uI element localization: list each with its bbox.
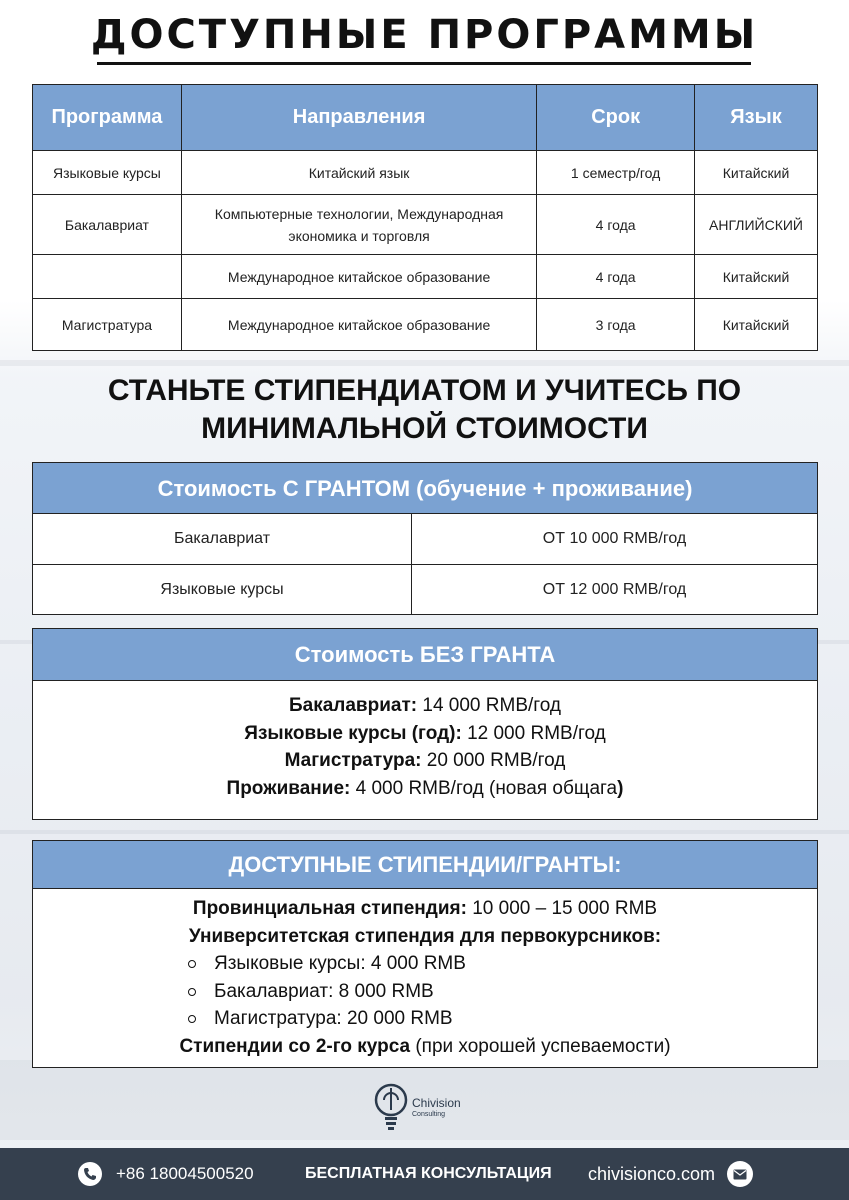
first-year-bullets (188, 950, 528, 1033)
logo-name: Chivision (412, 1096, 461, 1110)
table-row (33, 255, 818, 299)
scholar-heading (0, 372, 849, 448)
price-line (33, 747, 817, 775)
cell-program: Бакалавриат (33, 195, 182, 255)
free-consultation-link[interactable]: БЕСПЛАТНАЯ КОНСУЛЬТАЦИЯ (305, 1165, 552, 1182)
list-item: Языковые курсы: 4 000 RMB (188, 950, 528, 978)
scholarships-box (32, 840, 818, 1068)
footer-site[interactable] (588, 1148, 753, 1200)
table-row (33, 299, 818, 351)
programs-table (32, 84, 818, 351)
list-item: Магистратура: 20 000 RMB (188, 1005, 528, 1033)
scholarship-line (33, 895, 817, 923)
price-tail: ) (617, 777, 624, 799)
cell-direction: Компьютерные технологии, Международная экономика и торговля (181, 195, 536, 255)
price-label: Языковые курсы (год): (244, 722, 462, 744)
price-value: 14 000 RMB/год (417, 695, 562, 716)
without-grant-box (32, 628, 818, 820)
second-year-value: (при хорошей успеваемости) (410, 1035, 671, 1057)
scholar-heading-line1: СТАНЬТЕ СТИПЕНДИАТОМ И УЧИТЕСЬ ПО (107, 374, 742, 407)
chivision-logo (372, 1080, 482, 1136)
cell-duration: 3 года (537, 299, 695, 351)
price-line (33, 775, 817, 803)
page-title: ДОСТУПНЫЕ ПРОГРАММЫ (90, 12, 759, 58)
header-language: Язык (695, 85, 818, 151)
cell-language: Китайский (695, 255, 818, 299)
footer-phone[interactable] (78, 1148, 254, 1200)
cell-duration: 4 года (537, 255, 695, 299)
price-line (33, 692, 817, 720)
university-label: Университетская стипендия для первокурсников: (188, 925, 662, 947)
price-label: Проживание: (226, 777, 351, 799)
price-value: 4 000 RMB/год (новая общага (350, 777, 618, 799)
logo-bulb-icon (372, 1080, 410, 1136)
scholarship-line (33, 1033, 817, 1061)
table-row (33, 151, 818, 195)
provincial-label: Провинциальная стипендия: (192, 898, 467, 919)
footer-bar (0, 1148, 849, 1200)
cell-direction: Международное китайское образование (181, 255, 536, 299)
scholarships-title: ДОСТУПНЫЕ СТИПЕНДИИ/ГРАНТЫ: (33, 841, 817, 889)
cell-direction: Международное китайское образование (181, 299, 536, 351)
grant-price: ОТ 10 000 RMB/год (542, 530, 687, 547)
cell-language: Китайский (695, 151, 818, 195)
cell-duration: 4 года (537, 195, 695, 255)
cell-language: АНГЛИЙСКИЙ (695, 195, 818, 255)
provincial-value: 10 000 – 15 000 RMB (466, 898, 658, 919)
with-grant-title: Стоимость С ГРАНТОМ (обучение + проживание) (33, 463, 817, 514)
header-duration: Срок (537, 85, 695, 151)
with-grant-row (33, 564, 817, 614)
header-program: Программа (33, 85, 182, 151)
price-label: Бакалавриат: (288, 695, 418, 716)
price-label: Магистратура: (284, 750, 422, 771)
cell-program: Магистратура (33, 299, 182, 351)
grant-price: ОТ 12 000 RMB/год (542, 580, 687, 598)
scholarship-line (33, 923, 817, 951)
grant-program: Языковые курсы (33, 565, 412, 614)
mail-icon (727, 1161, 753, 1187)
price-line (33, 720, 817, 748)
phone-number: +86 18004500520 (116, 1164, 254, 1183)
price-value: 20 000 RMB/год (421, 750, 566, 771)
with-grant-row (33, 514, 817, 564)
without-grant-title: Стоимость БЕЗ ГРАНТА (33, 629, 817, 681)
grant-program: Бакалавриат (33, 514, 412, 564)
with-grant-box (32, 462, 818, 615)
cell-program: Языковые курсы (33, 151, 182, 195)
logo-sub: Consulting (412, 1111, 446, 1118)
without-grant-list (33, 681, 817, 802)
table-header-row (33, 85, 818, 151)
list-item: Бакалавриат: 8 000 RMB (188, 978, 528, 1006)
site-link[interactable]: chivisionco.com (588, 1163, 716, 1184)
phone-icon (78, 1162, 102, 1186)
cell-language: Китайский (695, 299, 818, 351)
title-underline (97, 62, 751, 65)
price-value: 12 000 RMB/год (461, 722, 606, 744)
cell-program (33, 255, 182, 299)
header-directions: Направления (181, 85, 536, 151)
second-year-label: Стипендии со 2-го курса (179, 1035, 411, 1057)
cell-duration: 1 семестр/год (537, 151, 695, 195)
cell-direction: Китайский язык (181, 151, 536, 195)
scholarships-list (33, 889, 817, 1060)
scholar-heading-line2: МИНИМАЛЬНОЙ СТОИМОСТИ (201, 412, 648, 445)
table-row (33, 195, 818, 255)
